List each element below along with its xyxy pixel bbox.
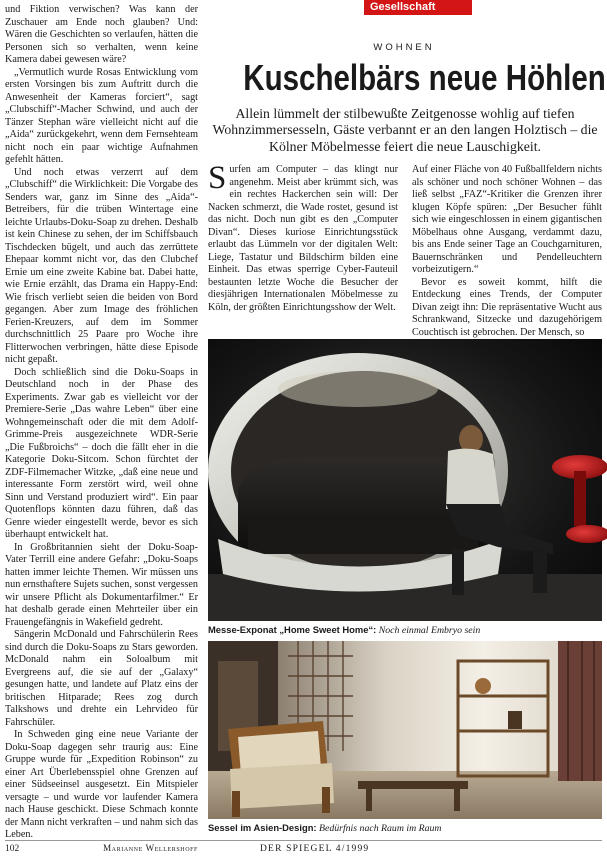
caption-label: Messe-Exponat „Home Sweet Home“: — [208, 624, 377, 635]
left-paragraph: „Vermutlich wurde Rosas Entwicklung vom ersten Vorsingen bis zum Auftritt durch die Anwesenheit der Kameras forciert“, sagt „Clubschiff“-Macher Schwind, und auch der Tänzer Stephan wäre vielleicht nicht auf die „Aida“ zurückgekehrt, wenn dem Fernsehteam nicht noch ein paar wichtige Aufnahmen gefehlt hätten. — [5, 66, 198, 165]
photo-asian-design — [208, 641, 602, 819]
left-paragraph: In Großbritannien sieht der Doku-Soap-Vater Terrill eine andere Gefahr: „Doku-Soaps hatten immer leichte Themen. Wir müssen uns nun ernsthaftere Sujets suchen, sonst vergessen wir unsere Pflicht als Dokumentarfilmer.“ Er hat deshalb gerade einen Mehrteiler über ein Frauengefängnis in Wakefield gedreht. — [5, 541, 198, 628]
author-name: Marianne Wellershoff — [103, 842, 198, 853]
article-paragraph: Auf einer Fläche von 40 Fußballfeldern nichts als schöner und noch schöner Wohnen – das ließ selbst „FAZ“-Kritiker die Grenzen ihrer klugen Köpfe spüren: „Der Besucher fühlt sich wie eingeschlossen in einem gigantischen Möbelhaus ohne Ausgang, verdammt dazu, bis ans Ende seiner Tage an Couchgarnituren, Bauernschränken und Pendelleuchtern vorbeizutigern.“ — [412, 164, 602, 275]
magazine-issue: DER SPIEGEL 4/1999 — [260, 844, 370, 854]
caption-text: Bedürfnis nach Raum im Raum — [319, 823, 442, 834]
article-column-1 — [208, 160, 398, 334]
article-text: urfen am Computer – das klingt nur angenehm. Meist aber krümmt sich, was ein rechtes Hackerchen sein will: Der Nacken schmerzt, die Wade rostet, gesund ist das nicht. Doch nun gibt es den „Computer Divan“. Dieses kuriose Einrichtungsstück erlaubt das Lümmeln vor der digitalen Welt: Liege, Tastatur und Bildschirm bilden eine Einheit. Das etwas sperrige Cyber-Fauteuil bestaunten letzte Woche die Besucher der diesjährigen Internationalen Möbelmesse zu Köln, der größten Einrichtungsshow der Welt. — [208, 164, 398, 313]
section-badge: Gesellschaft — [364, 0, 472, 15]
article-deck: Allein lümmelt der stilbewußte Zeitgenosse wohlig auf tiefen Wohnzimmersesseln, Gäste verbannt er an den langen Holztisch – die Kölner Möbelmesse feiert die neue Lauschigkeit. — [212, 106, 598, 154]
page-number: 102 — [5, 844, 20, 854]
photo-computer-divan — [208, 339, 602, 621]
drop-cap: S — [208, 160, 227, 196]
left-paragraph: Sängerin McDonald und Fahrschülerin Rees sind durch die Doku-Soaps zu Stars geworden. McDonald nahm ein Soloalbum mit Evergreens auf, die sie auf der „Galaxy“ gesungen hatte, und landete auf Platz eins der britischen Hitparade; Rees zog durch Talkshows und drehte ein Lehrvideo für Fahrschüler. — [5, 629, 198, 728]
left-paragraph: Und noch etwas verzerrt auf dem „Clubschiff“ die Wirklichkeit: Die Vorgabe des Senders war, ganz im Sinne des „Aida“-Betreibers, für die trüben Wintertage eine leichte Urlaubs-Doku-Soap zu drehen. Deshalb ist kein Chinese zu sehen, der im Schiffsbauch Tischdecken bügelt, und auch das zerrüttete Ehepaar kommt nicht vor, das den Clubchef Ernie um eine zweite Kabine bat. Dabei hatte, wie Ernie erzählt, das Drama ein Happy-End: Wie frisch verliebt seien die beiden von Bord gegangen. Aber zum Image des fröhlichen Ferien-Kreuzers, auf dem im Sommer durchschnittlich 25 Paare pro Woche ihre Flitterwochen verbringen, hätte diese Episode nicht gepaßt. — [5, 166, 198, 365]
left-paragraph: In Schweden ging eine neue Variante der Doku-Soap dagegen sehr traurig aus: Eine Gruppe wurde für „Expedition Robinson“ zu einer Art Überlebensspiel ohne Grenzen auf einer Südseeinsel ausgesetzt. Ein Mitspieler versagte – und wurde vor laufender Kamera nach Hause geschickt. Diese Schmach konnte der Mann nicht verkraften – und nahm sich das Leben. — [5, 729, 198, 840]
article-paragraph: Bevor es soweit kommt, hilft die Entdeckung eines Trends, der Computer Divan zeigt ihn: Die repräsentative Wucht aus Schrankwand, Sitzecke und dazugehörigem Couchtisch ist gebrochen. Der Mensch, so — [412, 276, 602, 338]
article-column-2 — [412, 164, 602, 338]
left-paragraph: und Fiktion verwischen? Was kann der Zuschauer am Ende noch glauben? Und: Wären die Geschichten so verlaufen, hätten die Personen sich so verhalten, wenn keine Kamera dabei gewesen wäre? — [5, 4, 198, 65]
article-headline: Kuschelbärs neue Höhlen — [243, 57, 606, 98]
left-paragraph: Doch schließlich sind die Doku-Soaps in Deutschland noch in der Phase des Experiments. Zwar gab es vielleicht vor der Premiere-Serie „Das wahre Leben“ über eine Wohngemeinschaft oder die mit dem Adolf-Grimme-Preis ausgezeichnete WDR-Serie „Die Fußbroichs“ – doch die fällt eher in die Kategorie Doku-Sitcom. Schon fürchtet der ZDF-Filmemacher Witzke, „daß eine neue und interessante Form zerstört wird, weil ohne Sinn und Verstand produziert wird“. Ein paar Quotenflops könnten dazu führen, daß das Genre wieder eingestellt werde, bevor es sich überhaupt entwickelt hat. — [5, 366, 198, 540]
footer-rule — [5, 840, 602, 841]
headline-wrap — [208, 57, 606, 100]
article-kicker: WOHNEN — [373, 42, 435, 53]
caption-2 — [208, 822, 441, 835]
caption-text: Noch einmal Embryo sein — [378, 625, 481, 636]
caption-1 — [208, 624, 480, 637]
caption-label: Sessel im Asien-Design: — [208, 822, 317, 833]
